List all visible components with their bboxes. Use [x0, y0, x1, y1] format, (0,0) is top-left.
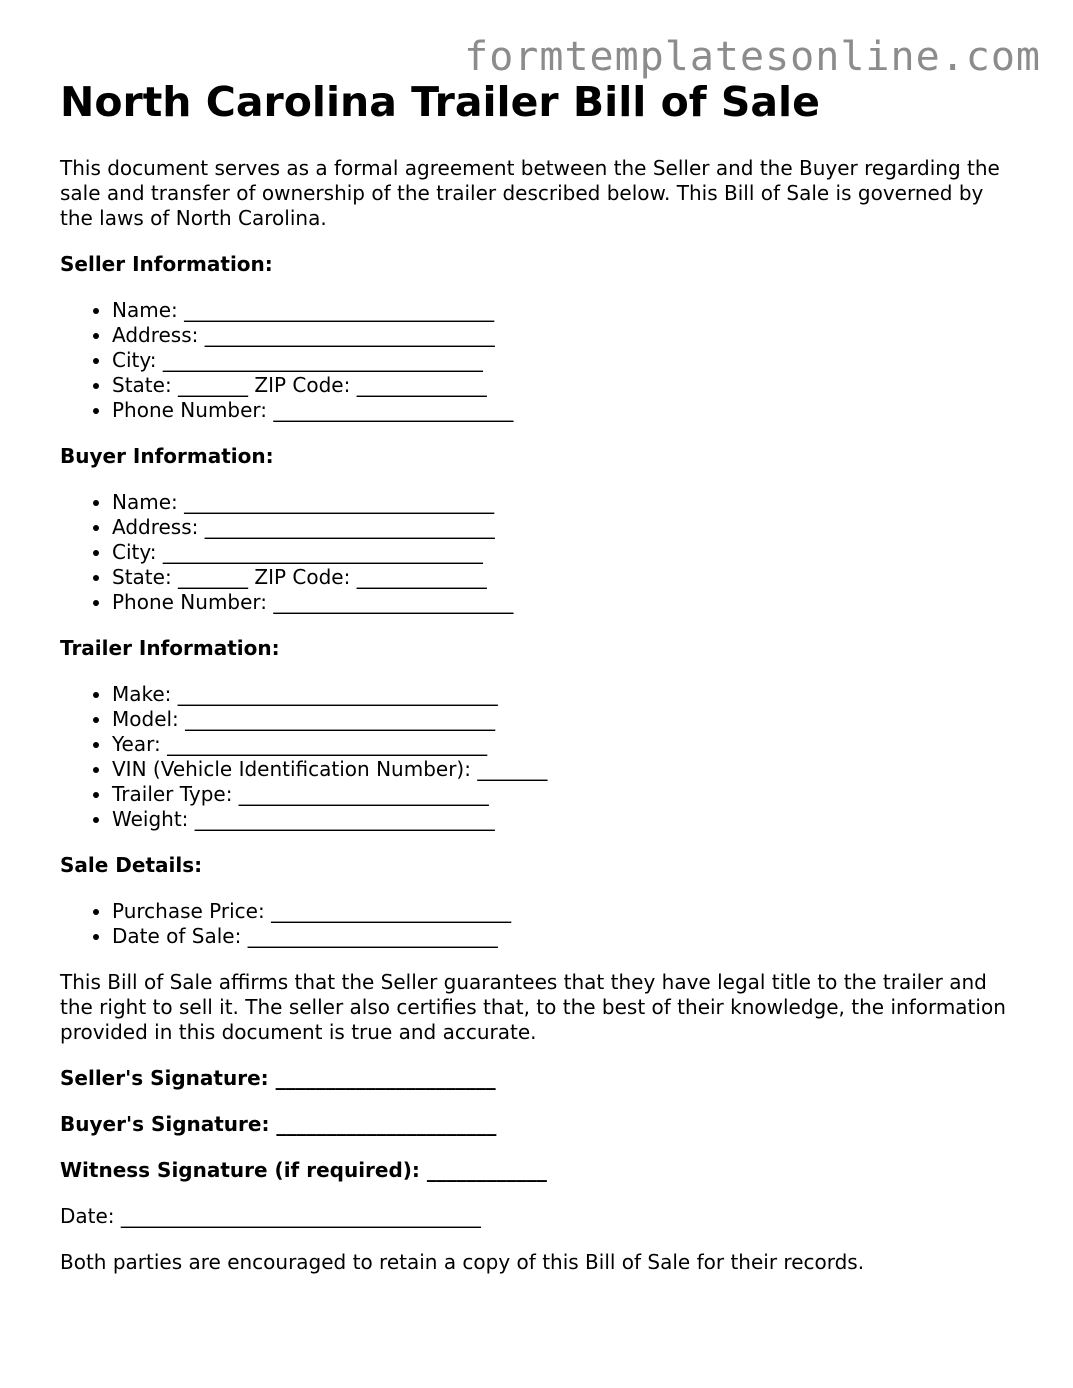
seller-phone-field: • Phone Number: ________________________	[112, 398, 1020, 423]
trailer-section-heading: Trailer Information:	[60, 636, 280, 660]
trailer-weight-field: • Weight: ______________________________	[112, 807, 1020, 832]
buyer-state-zip-field: • State: _______ ZIP Code: _____________	[112, 565, 1020, 590]
affirmation-paragraph: This Bill of Sale affirms that the Seller guarantees that they have legal title to the trailer and the right to sell it. The seller also certifies that, to the best of their knowledge, the information provided in this document is true and accurate.	[60, 970, 1006, 1044]
trailer-vin-field: • VIN (Vehicle Identification Number): _______	[112, 757, 1020, 782]
seller-field-list	[60, 298, 1020, 423]
date-of-sale-field: • Date of Sale: _________________________	[112, 924, 1020, 949]
watermark: formtemplatesonline.com	[464, 34, 1041, 80]
seller-city-field: • City: ________________________________	[112, 348, 1020, 373]
buyer-field-list	[60, 490, 1020, 615]
trailer-model-field: • Model: _______________________________	[112, 707, 1020, 732]
trailer-field-list	[60, 682, 1020, 832]
buyer-signature-line: Buyer's Signature: ______________________	[60, 1112, 497, 1136]
trailer-year-field: • Year: ________________________________	[112, 732, 1020, 757]
buyer-name-field: • Name: _______________________________	[112, 490, 1020, 515]
seller-signature-line: Seller's Signature: ______________________	[60, 1066, 496, 1090]
witness-signature-line: Witness Signature (if required): ____________	[60, 1158, 547, 1182]
sale-section-heading: Sale Details:	[60, 853, 203, 877]
buyer-phone-field: • Phone Number: ________________________	[112, 590, 1020, 615]
document-body	[60, 78, 1020, 1275]
seller-section-heading: Seller Information:	[60, 252, 273, 276]
buyer-address-field: • Address: _____________________________	[112, 515, 1020, 540]
sale-field-list	[60, 899, 1020, 949]
closing-paragraph: Both parties are encouraged to retain a copy of this Bill of Sale for their records.	[60, 1250, 865, 1274]
seller-state-zip-field: • State: _______ ZIP Code: _____________	[112, 373, 1020, 398]
buyer-city-field: • City: ________________________________	[112, 540, 1020, 565]
buyer-section-heading: Buyer Information:	[60, 444, 274, 468]
purchase-price-field: • Purchase Price: ________________________	[112, 899, 1020, 924]
trailer-make-field: • Make: ________________________________	[112, 682, 1020, 707]
document-title: North Carolina Trailer Bill of Sale	[60, 78, 820, 126]
seller-name-field: • Name: _______________________________	[112, 298, 1020, 323]
trailer-type-field: • Trailer Type: _________________________	[112, 782, 1020, 807]
date-line: Date: ____________________________________	[60, 1204, 481, 1228]
seller-address-field: • Address: _____________________________	[112, 323, 1020, 348]
intro-paragraph: This document serves as a formal agreement between the Seller and the Buyer regarding the sale and transfer of ownership of the trailer described below. This Bill of Sale is governed by the laws of North Carolina.	[60, 156, 1000, 230]
